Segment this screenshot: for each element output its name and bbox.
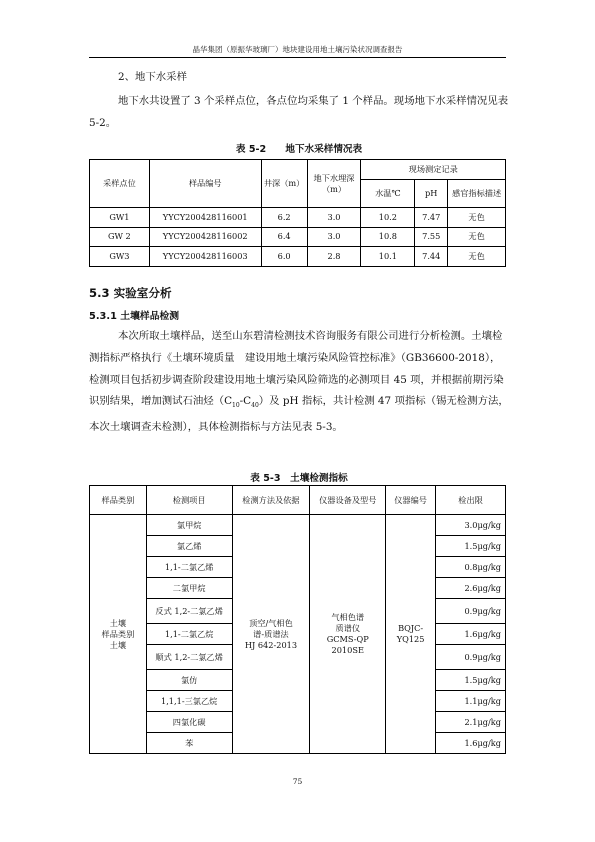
table-5-2-caption: 表 5-2 地下水采样情况表 <box>235 144 363 155</box>
cell-well-depth: 6.4 <box>261 227 307 247</box>
inst-id-line: BQJC- <box>398 623 424 633</box>
method-line: HJ 642-2013 <box>244 639 298 650</box>
cell-item: 反式 1,2-二氯乙烯 <box>146 599 232 624</box>
cell-item: 顺式 1,2-二氯乙烯 <box>146 645 232 670</box>
cell-limit: 1.5μg/kg <box>436 670 506 691</box>
col-header-item: 检测项目 <box>146 486 232 515</box>
col-header-limit: 检出限 <box>436 486 506 515</box>
method-line: 顶空/气相色 <box>249 617 293 628</box>
cell-water-temp: 10.2 <box>361 208 415 228</box>
cell-sensory: 无色 <box>448 227 506 247</box>
cell-item: 氯仿 <box>146 670 232 691</box>
cell-item: 二氯甲烷 <box>146 578 232 599</box>
category-line: 样品类别 <box>101 628 135 639</box>
cell-method <box>232 515 310 754</box>
cell-item: 苯 <box>146 733 232 754</box>
header-rule <box>89 57 506 58</box>
cell-point: GW1 <box>90 208 150 228</box>
col-header-method: 检测方法及依据 <box>232 486 310 515</box>
cell-sample-id: YYCY200428116002 <box>149 227 261 247</box>
cell-instrument <box>310 515 386 754</box>
paragraph-text: -C <box>239 395 252 408</box>
instrument-line: GCMS-QP <box>326 634 369 644</box>
cell-item: 1,1-二氯乙烯 <box>146 557 232 578</box>
page-header: 晶华集团（原振华玻璃厂）地块建设用地土壤污染状况调查报告 <box>192 45 403 54</box>
cell-limit: 1.1μg/kg <box>436 691 506 712</box>
table-row <box>90 247 506 267</box>
groundwater-paragraph: 地下水共设置了 3 个采样点位，各点位均采集了 1 个样品。现场地下水采样情况见表 5-2。 <box>89 95 509 129</box>
instrument-line: 质谱仪 <box>335 623 361 633</box>
cell-limit: 2.6μg/kg <box>436 578 506 599</box>
soil-indicator-table <box>89 485 506 754</box>
cell-limit: 0.9μg/kg <box>436 599 506 624</box>
cell-water-temp: 10.8 <box>361 227 415 247</box>
cell-water-temp: 10.1 <box>361 247 415 267</box>
table-row <box>90 515 506 536</box>
cell-sensory: 无色 <box>448 208 506 228</box>
category-line: 土壤 <box>109 639 127 650</box>
cell-category <box>90 515 147 754</box>
cell-point: GW 2 <box>90 227 150 247</box>
col-header-inst-id: 仪器编号 <box>386 486 436 515</box>
method-line: 谱-质谱法 <box>253 628 289 639</box>
section-5-3-heading: 5.3 实验室分析 <box>89 286 172 300</box>
cell-item: 四氯化碳 <box>146 712 232 733</box>
paragraph-text: 本次所取土壤样品，送至山东碧清检测技术咨询服务有限公司进行分析检测。土壤检测指标严格执行《土壤环境质量 建设用地土壤污染风险管控标准》（GB36600-2018），检测项目包括初步调查阶段建设用地土壤污染风险筛选的必测项目 45 项，并根据前期污染识别结果，增加测试石油烃（C <box>89 330 504 408</box>
cell-limit: 0.8μg/kg <box>436 557 506 578</box>
col-header-field-record: 现场测定记录 <box>361 160 506 180</box>
cell-ph: 7.47 <box>415 208 448 228</box>
cell-sample-id: YYCY200428116003 <box>149 247 261 267</box>
cell-sensory: 无色 <box>448 247 506 267</box>
subscript: 40 <box>251 402 259 410</box>
col-header-well-depth: 井深（m） <box>261 160 307 208</box>
paragraph-text: ）及 pH 指标，共计检测 47 项指标（锡无检测方法，本次土壤调查未检测），具体检测指标与方法见表 5-3。 <box>89 395 509 434</box>
cell-item: 1,1-二氯乙烷 <box>146 624 232 645</box>
soil-analysis-paragraph <box>89 326 509 439</box>
col-header-sample-id: 样品编号 <box>149 160 261 208</box>
col-header-gw-depth: 地下水埋深（m） <box>307 160 361 208</box>
cell-item: 1,1,1-三氯乙烷 <box>146 691 232 712</box>
instrument-line: 2010SE <box>331 645 364 655</box>
groundwater-heading: 2、地下水采样 <box>118 71 187 83</box>
col-header-instrument: 仪器设备及型号 <box>310 486 386 515</box>
cell-gw-depth: 2.8 <box>307 247 361 267</box>
cell-inst-id <box>386 515 436 754</box>
instrument-line: 气相色谱 <box>331 612 365 622</box>
cell-point: GW3 <box>90 247 150 267</box>
cell-limit: 2.1μg/kg <box>436 712 506 733</box>
col-header-water-temp: 水温℃ <box>361 180 415 208</box>
cell-gw-depth: 3.0 <box>307 208 361 228</box>
groundwater-sampling-table <box>89 159 506 267</box>
category-line: 土壤 <box>109 617 127 628</box>
cell-limit: 1.6μg/kg <box>436 733 506 754</box>
cell-well-depth: 6.0 <box>261 247 307 267</box>
col-header-point: 采样点位 <box>90 160 150 208</box>
col-header-sensory: 感官指标描述 <box>448 180 506 208</box>
cell-well-depth: 6.2 <box>261 208 307 228</box>
cell-item: 氯乙烯 <box>146 536 232 557</box>
table-5-3-caption: 表 5-3 土壤检测指标 <box>250 473 348 484</box>
col-header-ph: pH <box>415 180 448 208</box>
subscript: 10 <box>232 402 240 410</box>
page-number: 75 <box>292 777 303 786</box>
section-5-3-1-heading: 5.3.1 土壤样品检测 <box>89 311 180 322</box>
table-row <box>90 227 506 247</box>
cell-ph: 7.44 <box>415 247 448 267</box>
cell-limit: 1.6μg/kg <box>436 624 506 645</box>
cell-item: 氯甲烷 <box>146 515 232 536</box>
cell-limit: 3.0μg/kg <box>436 515 506 536</box>
table-row <box>90 208 506 228</box>
cell-limit: 1.5μg/kg <box>436 536 506 557</box>
cell-sample-id: YYCY200428116001 <box>149 208 261 228</box>
inst-id-line: YQ125 <box>396 634 425 644</box>
col-header-category: 样品类别 <box>90 486 147 515</box>
cell-ph: 7.55 <box>415 227 448 247</box>
cell-limit: 0.9μg/kg <box>436 645 506 670</box>
cell-gw-depth: 3.0 <box>307 227 361 247</box>
